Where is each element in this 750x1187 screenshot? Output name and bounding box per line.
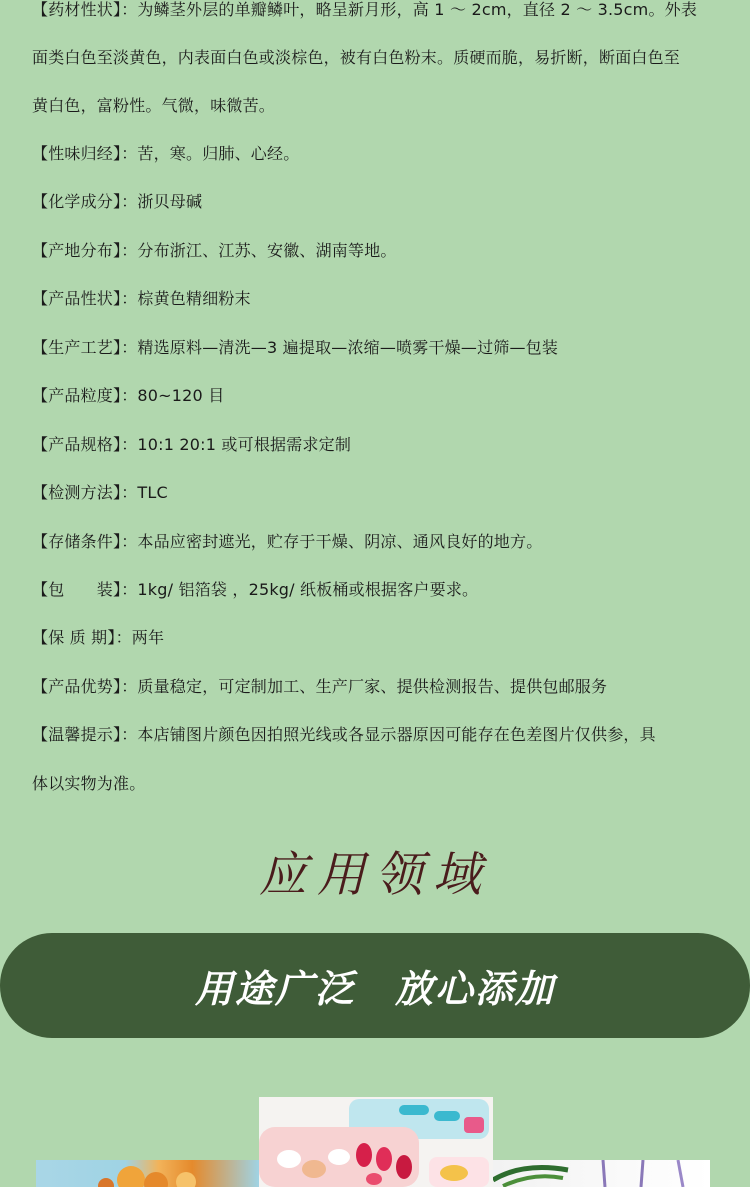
spec-value: 面类白色至淡黄色，内表面白色或淡棕色，被有白色粉末。质硬而脆，易折断，断面白色至: [32, 48, 681, 67]
spec-key: 【温馨提示】: [32, 725, 122, 744]
spec-line: [32, 0, 697, 21]
spec-value: ：苦，寒。归肺、心经。: [121, 144, 300, 163]
spec-key: 【药材性状】: [32, 0, 122, 19]
spec-line: [32, 724, 656, 746]
spec-key: 【产品优势】: [32, 677, 122, 696]
spec-value: ：80~120 目: [121, 386, 225, 405]
spec-value: ：两年: [115, 628, 165, 647]
spec-line: [32, 95, 275, 117]
banner-text: 用途广泛 放心添加: [194, 967, 555, 1011]
spec-line: [32, 191, 202, 213]
spec-value: ：浙贝母碱: [121, 192, 203, 211]
spec-line: [32, 47, 680, 69]
spec-line: [32, 676, 607, 698]
spec-line: [32, 337, 558, 359]
spec-key: 【生产工艺】: [32, 338, 122, 357]
spec-value: ：为鳞茎外层的单瓣鳞叶，略呈新月形，高 1 ～ 2cm，直径 2 ～ 3.5cm。外表: [121, 0, 698, 19]
supplement-photo: [36, 1160, 259, 1187]
spec-value: ：分布浙江、江苏、安徽、湖南等地。: [121, 241, 397, 260]
spec-line: [32, 385, 224, 407]
capsule-pillbox-photo: [259, 1097, 493, 1187]
spec-key: 【保 质 期】: [32, 628, 116, 647]
spec-value: ：本店铺图片颜色因拍照光线或各显示器原因可能存在色差图片仅供参，具: [121, 725, 656, 744]
spec-line: [32, 288, 251, 310]
spec-value: 体以实物为准。: [32, 774, 146, 793]
spec-value: ：1kg/ 铝箔袋 ，25kg/ 纸板桶或根据客户要求。: [121, 580, 479, 599]
spec-value: ：精选原料—清洗—3 遍提取—浓缩—喷雾干燥—过筛—包装: [121, 338, 559, 357]
spec-key: 【检测方法】: [32, 483, 122, 502]
herb-photo: [493, 1160, 710, 1187]
spec-line: [32, 627, 164, 649]
spec-line: [32, 434, 351, 456]
spec-line: [32, 531, 542, 553]
spec-value: ：10:1 20:1 或可根据需求定制: [121, 435, 352, 454]
spec-key: 【化学成分】: [32, 192, 122, 211]
spec-key: 【性味归经】: [32, 144, 122, 163]
spec-key: 【包 装】: [32, 580, 122, 599]
spec-value: ：棕黄色精细粉末: [121, 289, 251, 308]
spec-key: 【产品粒度】: [32, 386, 122, 405]
section-title: 应用领域: [258, 847, 491, 903]
spec-key: 【产地分布】: [32, 241, 122, 260]
spec-value: ：本品应密封遮光，贮存于干燥、阴凉、通风良好的地方。: [121, 532, 543, 551]
spec-key: 【产品性状】: [32, 289, 122, 308]
spec-value: ：质量稳定，可定制加工、生产厂家、提供检测报告、提供包邮服务: [121, 677, 608, 696]
spec-value: ：TLC: [121, 483, 168, 502]
spec-line: [32, 579, 478, 601]
spec-line: [32, 240, 397, 262]
spec-line: [32, 143, 299, 165]
spec-line: [32, 482, 168, 504]
spec-key: 【存储条件】: [32, 532, 122, 551]
spec-line: [32, 773, 145, 795]
spec-key: 【产品规格】: [32, 435, 122, 454]
spec-value: 黄白色，富粉性。气微，味微苦。: [32, 96, 276, 115]
